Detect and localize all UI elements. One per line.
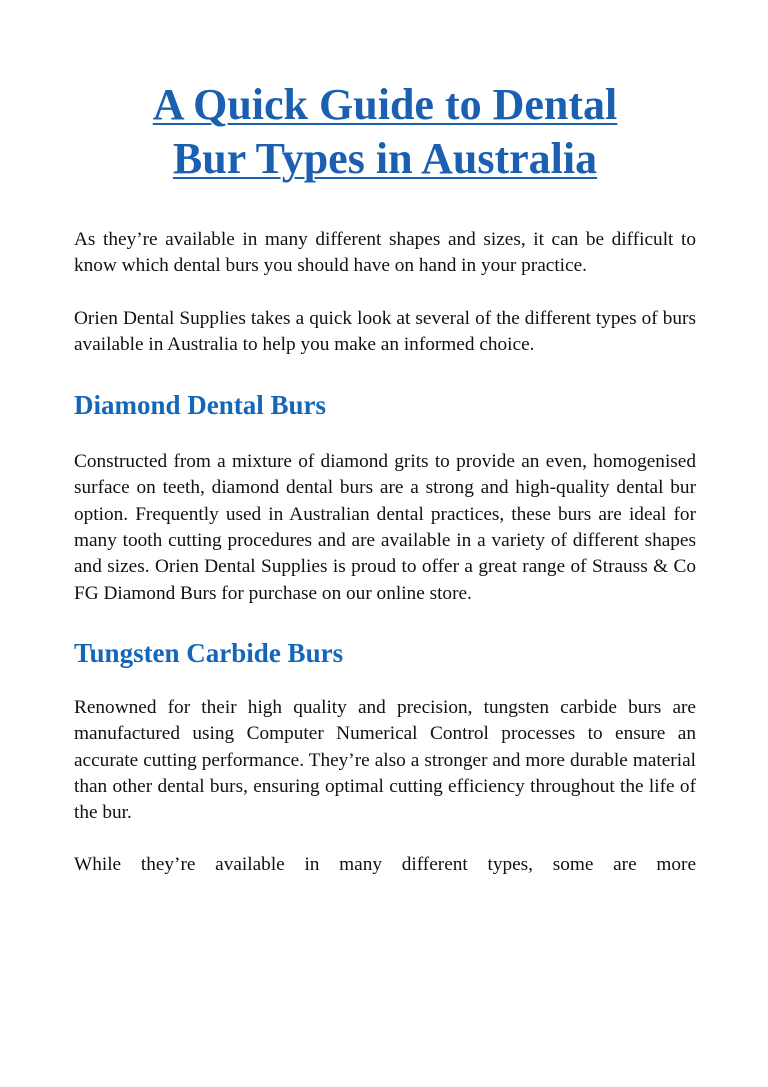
section-paragraph-diamond-burs: Constructed from a mixture of diamond grits to provide an even, homogenised surface on teeth, diamond dental burs are a strong and high-quality dental bur option. Frequently used in Australian dental practices, these burs are ideal for many tooth cutting procedures and are available in a variety of different shapes and sizes. Orien Dental Supplies is proud to offer a great range of Strauss & Co FG Diamond Burs for purchase on our online store. <box>74 451 696 604</box>
section-heading-diamond-burs: Diamond Dental Burs <box>74 390 327 421</box>
document-page <box>74 0 696 879</box>
title-line-2: Bur Types in Australia <box>172 134 598 183</box>
intro-paragraph-2: Orien Dental Supplies takes a quick look at several of the different types of burs available in Australia to help you make an informed choice. <box>74 307 696 355</box>
document-title <box>74 78 696 186</box>
section-heading-tungsten-carbide-burs: Tungsten Carbide Burs <box>74 637 344 668</box>
title-line-1: A Quick Guide to Dental <box>152 80 618 129</box>
section-paragraph-tungsten-carbide-burs: Renowned for their high quality and precision, tungsten carbide burs are manufactured using Computer Numerical Control processes to ensure an accurate cutting performance. They’re also a stronger and more durable material than other dental burs, ensuring optimal cutting efficiency throughout the life of the bur. <box>74 696 696 824</box>
section-paragraph-tungsten-continued: While they’re available in many different types, some are more <box>74 854 696 876</box>
intro-paragraph-1: As they’re available in many different shapes and sizes, it can be difficult to know which dental burs you should have on hand in your practice. <box>74 229 696 277</box>
